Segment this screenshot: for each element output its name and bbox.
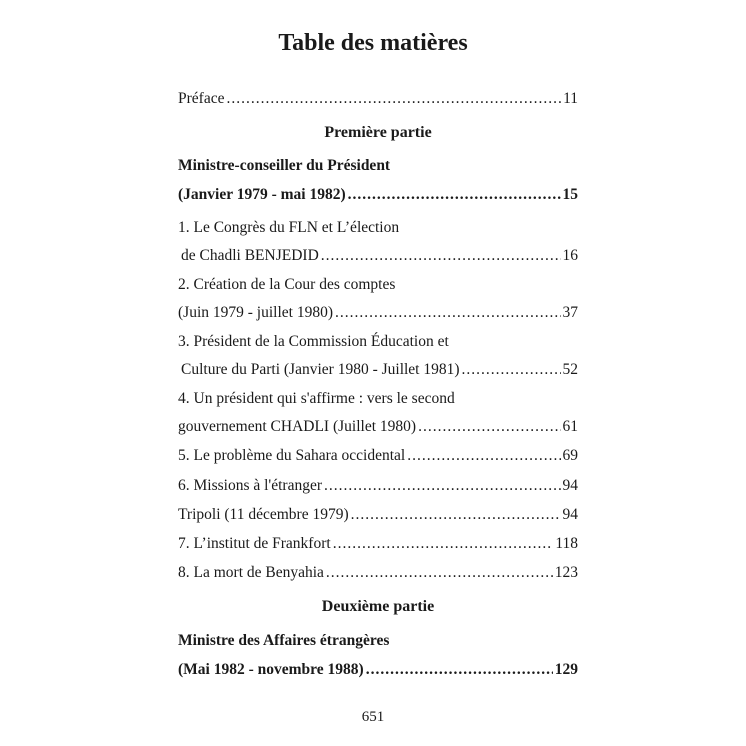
entry-page: 11 — [563, 90, 578, 107]
toc-entry-3 — [181, 360, 578, 380]
entry-page: 52 — [562, 361, 578, 378]
toc-entry-2 — [178, 303, 578, 323]
part-heading-1: Première partie — [324, 124, 432, 141]
leader-dots — [407, 446, 560, 466]
entry-label: 7. L’institut de Frankfort — [178, 535, 331, 552]
entry-label: 5. Le problème du Sahara occidental — [178, 447, 406, 464]
leader-dots — [351, 505, 561, 525]
entry-page: 16 — [562, 247, 578, 264]
entry-page: 123 — [554, 564, 578, 581]
page-number: 651 — [361, 709, 385, 725]
entry-label: (Mai 1982 - novembre 1988) — [178, 661, 364, 678]
toc-entry-tripoli — [178, 505, 578, 525]
toc-entry-4 — [178, 417, 578, 437]
toc-entry-7 — [178, 534, 578, 554]
entry-page: 61 — [562, 418, 578, 435]
page-title: Table des matières — [278, 30, 468, 56]
section-title-1: Ministre-conseiller du Président — [178, 157, 391, 174]
leader-dots — [366, 660, 553, 680]
entry-label: Tripoli (11 décembre 1979) — [178, 506, 349, 523]
entry-page: 69 — [562, 447, 578, 464]
entry-label: (Juin 1979 - juillet 1980) — [178, 304, 333, 321]
toc-entry-1-line1: 1. Le Congrès du FLN et L’élection — [178, 219, 400, 236]
entry-label: 6. Missions à l'étranger — [178, 477, 322, 494]
entry-page: 15 — [562, 186, 578, 203]
toc-entry-3-line1: 3. Président de la Commission Éducation et — [178, 333, 449, 350]
toc-entry-4-line1: 4. Un président qui s'affirme : vers le second — [178, 390, 455, 407]
leader-dots — [333, 534, 554, 554]
toc-entry-6 — [178, 476, 578, 496]
toc-entry-1 — [181, 246, 578, 266]
leader-dots — [348, 185, 561, 205]
leader-dots — [462, 360, 561, 380]
entry-label: gouvernement CHADLI (Juillet 1980) — [178, 418, 417, 435]
entry-label: de Chadli BENJEDID — [181, 247, 319, 264]
leader-dots — [335, 303, 561, 323]
leader-dots — [321, 246, 561, 266]
part-heading-2: Deuxième partie — [321, 598, 435, 615]
entry-page: 94 — [562, 477, 578, 494]
leader-dots — [418, 417, 560, 437]
entry-label: (Janvier 1979 - mai 1982) — [178, 186, 346, 203]
entry-page: 94 — [562, 506, 578, 523]
entry-label: 8. La mort de Benyahia — [178, 564, 324, 581]
toc-entry-2-line1: 2. Création de la Cour des comptes — [178, 276, 396, 293]
toc-entry-preface — [178, 89, 578, 109]
section-dates-1 — [178, 185, 578, 205]
section-dates-2 — [178, 660, 578, 680]
toc-entry-8 — [178, 563, 578, 583]
toc-entry-5 — [178, 446, 578, 466]
entry-page: 37 — [562, 304, 578, 321]
leader-dots — [324, 476, 561, 496]
entry-page: 118 — [555, 535, 578, 552]
section-title-2: Ministre des Affaires étrangères — [178, 632, 390, 649]
entry-label: Culture du Parti (Janvier 1980 - Juillet 1981) — [181, 361, 460, 378]
leader-dots — [226, 89, 561, 109]
entry-page: 129 — [554, 661, 578, 678]
leader-dots — [326, 563, 553, 583]
entry-label: Préface — [178, 90, 225, 107]
